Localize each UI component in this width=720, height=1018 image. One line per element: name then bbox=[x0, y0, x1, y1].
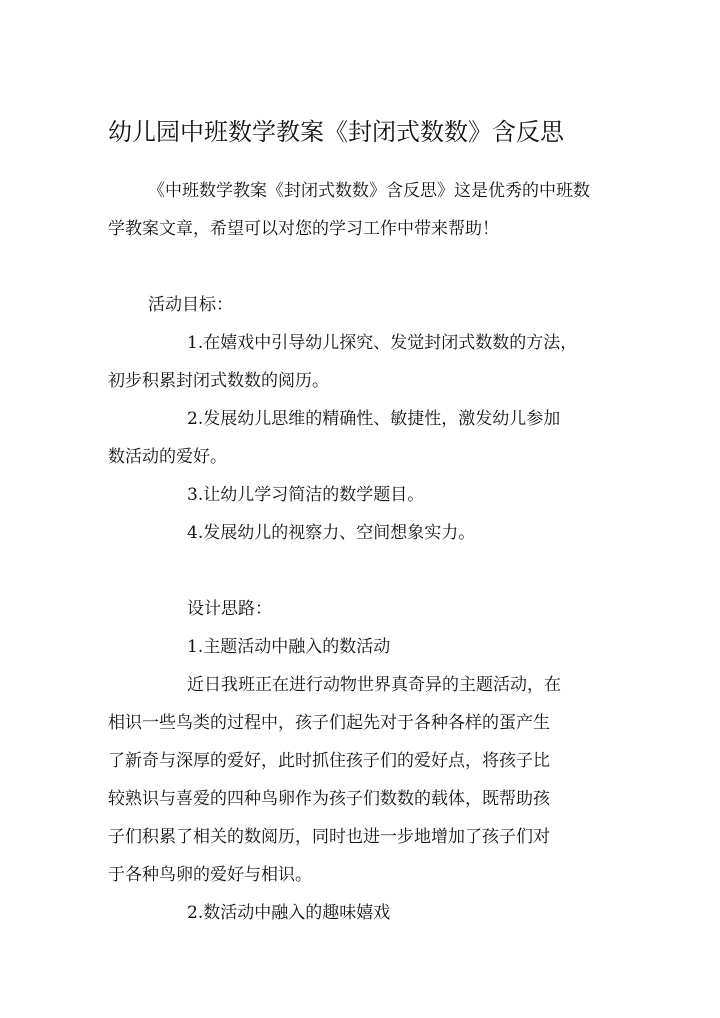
design-body-line: 近日我班正在进行动物世界真奇异的主题活动，在 bbox=[187, 675, 561, 695]
design-item-title: 1.主题活动中融入的数活动 bbox=[187, 637, 391, 657]
document-title: 幼儿园中班数学教案《封闭式数数》含反思 bbox=[108, 118, 564, 146]
design-item-title: 2.数活动中融入的趣味嬉戏 bbox=[187, 903, 391, 923]
paragraph-gap bbox=[108, 248, 608, 286]
design-heading: 设计思路： bbox=[187, 599, 272, 619]
document-body bbox=[108, 172, 608, 932]
design-body-line: 相识一些鸟类的过程中，孩子们起先对于各种各样的蛋产生 bbox=[108, 713, 550, 733]
goal-line: 4.发展幼儿的视察力、空间想象实力。 bbox=[187, 523, 476, 543]
goal-line: 数活动的爱好。 bbox=[108, 447, 227, 467]
goal-line: 2.发展幼儿思维的精确性、敏捷性，激发幼儿参加 bbox=[187, 409, 561, 429]
intro-line: 《中班数学教案《封闭式数数》含反思》这是优秀的中班数 bbox=[148, 181, 590, 201]
goal-line: 初步积累封闭式数数的阅历。 bbox=[108, 371, 329, 391]
design-body-line: 了新奇与深厚的爱好，此时抓住孩子们的爱好点，将孩子比 bbox=[108, 751, 550, 771]
design-body-line: 于各种鸟卵的爱好与相识。 bbox=[108, 865, 312, 885]
intro-line: 学教案文章，希望可以对您的学习工作中带来帮助！ bbox=[108, 219, 499, 239]
goal-line: 1.在嬉戏中引导幼儿探究、发觉封闭式数数的方法， bbox=[187, 333, 578, 353]
goal-line: 3.让幼儿学习简洁的数学题目。 bbox=[187, 485, 425, 505]
paragraph-gap bbox=[108, 552, 608, 590]
goals-heading: 活动目标： bbox=[148, 295, 233, 315]
design-body-line: 较熟识与喜爱的四种鸟卵作为孩子们数数的载体，既帮助孩 bbox=[108, 789, 550, 809]
design-body-line: 子们积累了相关的数阅历，同时也进一步地增加了孩子们对 bbox=[108, 827, 550, 847]
